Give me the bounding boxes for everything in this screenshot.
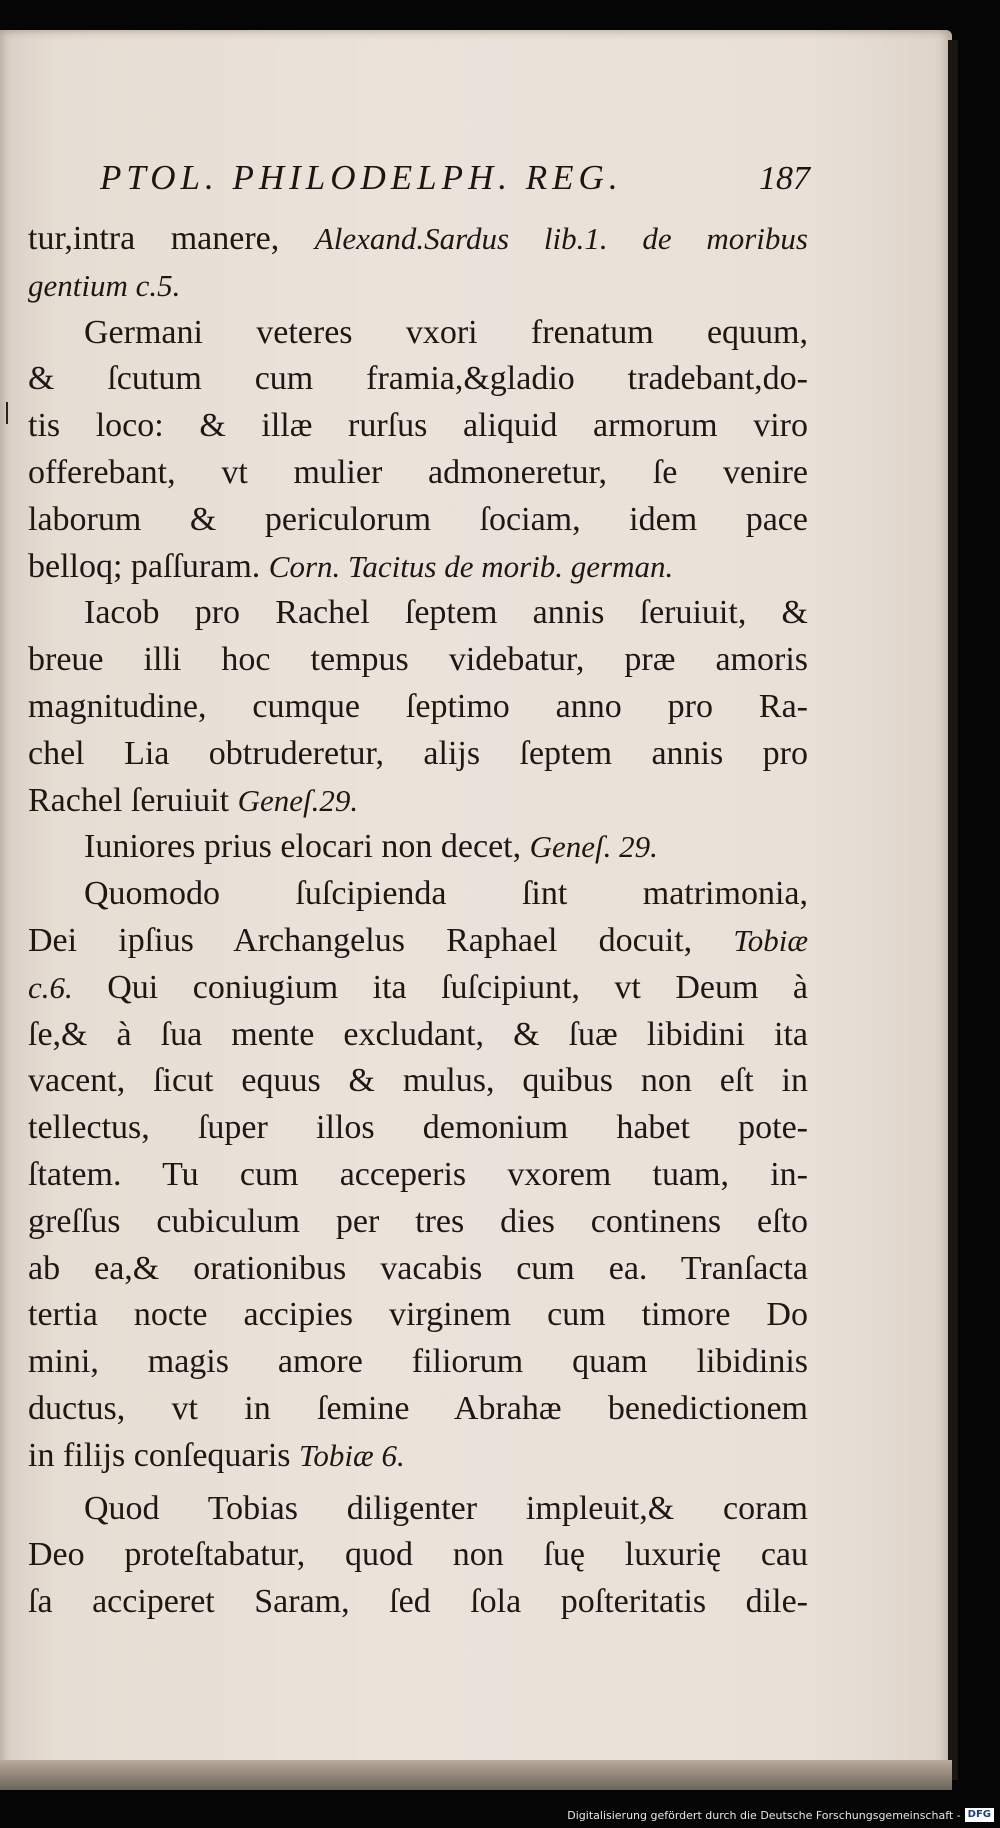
running-head xyxy=(100,158,810,202)
text-line xyxy=(28,1292,808,1339)
text-line xyxy=(28,1105,808,1152)
line-text: ſe,& à ſua mente excludant, & ſuæ libidini ita xyxy=(28,1015,808,1053)
line-text: ſtatem. Tu cum acceperis vxorem tuam, in- xyxy=(28,1155,808,1193)
citation: gentium c.5. xyxy=(28,267,181,303)
margin-mark xyxy=(6,402,8,424)
dfg-logo: DFG xyxy=(965,1808,994,1822)
text-line xyxy=(28,637,808,684)
line-text: belloq; paſſuram. xyxy=(28,547,269,585)
text-line xyxy=(28,1246,808,1293)
text-line xyxy=(28,871,808,918)
line-text: ab ea,& orationibus vacabis cum ea. Tranſacta xyxy=(28,1249,808,1287)
text-line xyxy=(28,1532,808,1579)
line-text: Qui coniugium ita ſuſcipiunt, vt Deum à xyxy=(72,968,808,1006)
text-line xyxy=(28,1152,808,1199)
text-line xyxy=(28,216,808,263)
citation: Geneſ.29. xyxy=(237,782,359,818)
line-text: Germani veteres vxori frenatum equum, xyxy=(84,313,808,351)
line-text: ductus, vt in ſemine Abrahæ benedictionem xyxy=(28,1389,808,1427)
citation: Geneſ. 29. xyxy=(529,829,658,865)
text-line xyxy=(28,590,808,637)
citation: Tobiæ 6. xyxy=(299,1437,405,1473)
line-text: in filijs conſequaris xyxy=(28,1436,300,1474)
text-line xyxy=(28,1012,808,1059)
line-text: Dei ipſius Archangelus Raphael docuit, xyxy=(28,921,734,959)
text-line xyxy=(28,965,808,1012)
text-line xyxy=(28,356,808,403)
page-number: 187 xyxy=(759,160,810,197)
text-line xyxy=(28,1058,808,1105)
line-text: Quod Tobias diligenter impleuit,& coram xyxy=(84,1489,808,1527)
text-line xyxy=(28,1339,808,1386)
line-text: ſa acciperet Saram, ſed ſola poſteritatis dile- xyxy=(28,1583,808,1621)
line-text: vacent, ſicut equus & mulus, quibus non eſt in xyxy=(28,1062,808,1100)
text-line xyxy=(28,1486,808,1533)
text-line xyxy=(28,263,808,310)
line-text: tellectus, ſuper illos demonium habet pote- xyxy=(28,1109,808,1147)
line-text: chel Lia obtruderetur, alijs ſeptem annis pro xyxy=(28,734,808,772)
line-text: mini, magis amore filiorum quam libidinis xyxy=(28,1343,808,1381)
text-line xyxy=(28,1199,808,1246)
citation: c.6. xyxy=(28,969,73,1005)
text-line xyxy=(28,497,808,544)
citation: Tobiæ xyxy=(733,922,808,958)
line-text: greſſus cubiculum per tres dies continens eſto xyxy=(28,1202,808,1240)
text-line xyxy=(28,1386,808,1433)
text-line xyxy=(28,731,808,778)
line-text: magnitudine, cumque ſeptimo anno pro Ra- xyxy=(28,687,808,725)
text-line xyxy=(28,310,808,357)
line-text: Iacob pro Rachel ſeptem annis ſeruiuit, & xyxy=(84,594,808,632)
page-edge xyxy=(948,40,958,1780)
line-text: Rachel ſeruiuit xyxy=(28,781,238,819)
text-line xyxy=(28,778,808,825)
line-text: & ſcutum cum framia,&gladio tradebant,do- xyxy=(28,360,808,398)
line-text: tis loco: & illæ rurſus aliquid armorum viro xyxy=(28,407,808,445)
running-title: PTOL. PHILODELPH. REG. xyxy=(100,158,623,197)
text-line xyxy=(28,450,808,497)
text-line xyxy=(28,824,808,871)
line-text: tertia nocte accipies virginem cum timore Do xyxy=(28,1296,808,1334)
line-text: breue illi hoc tempus videbatur, præ amoris xyxy=(28,641,808,679)
book-page xyxy=(0,30,952,1786)
line-text: tur,intra manere, xyxy=(28,220,315,257)
credit-text: Digitalisierung gefördert durch die Deutsche Forschungsgemeinschaft - xyxy=(567,1808,961,1822)
text-line xyxy=(28,1433,808,1480)
digitization-credit xyxy=(567,1808,994,1822)
text-line xyxy=(28,544,808,591)
citation: Corn. Tacitus de morib. german. xyxy=(268,548,674,584)
body-text xyxy=(28,216,808,1626)
text-line xyxy=(28,918,808,965)
line-text: Deo proteſtabatur, quod non ſuę luxurię cau xyxy=(28,1536,808,1574)
text-line xyxy=(28,1579,808,1626)
line-text: offerebant, vt mulier admoneretur, ſe venire xyxy=(28,453,808,491)
line-text: laborum & periculorum ſociam, idem pace xyxy=(28,500,808,538)
line-text: Quomodo ſuſcipienda ſint matrimonia, xyxy=(84,875,808,913)
binding-strip xyxy=(0,1760,952,1790)
line-text: Iuniores prius elocari non decet, xyxy=(84,828,530,866)
text-line xyxy=(28,403,808,450)
citation: Alexand.Sardus lib.1. de moribus xyxy=(314,221,808,256)
text-line xyxy=(28,684,808,731)
